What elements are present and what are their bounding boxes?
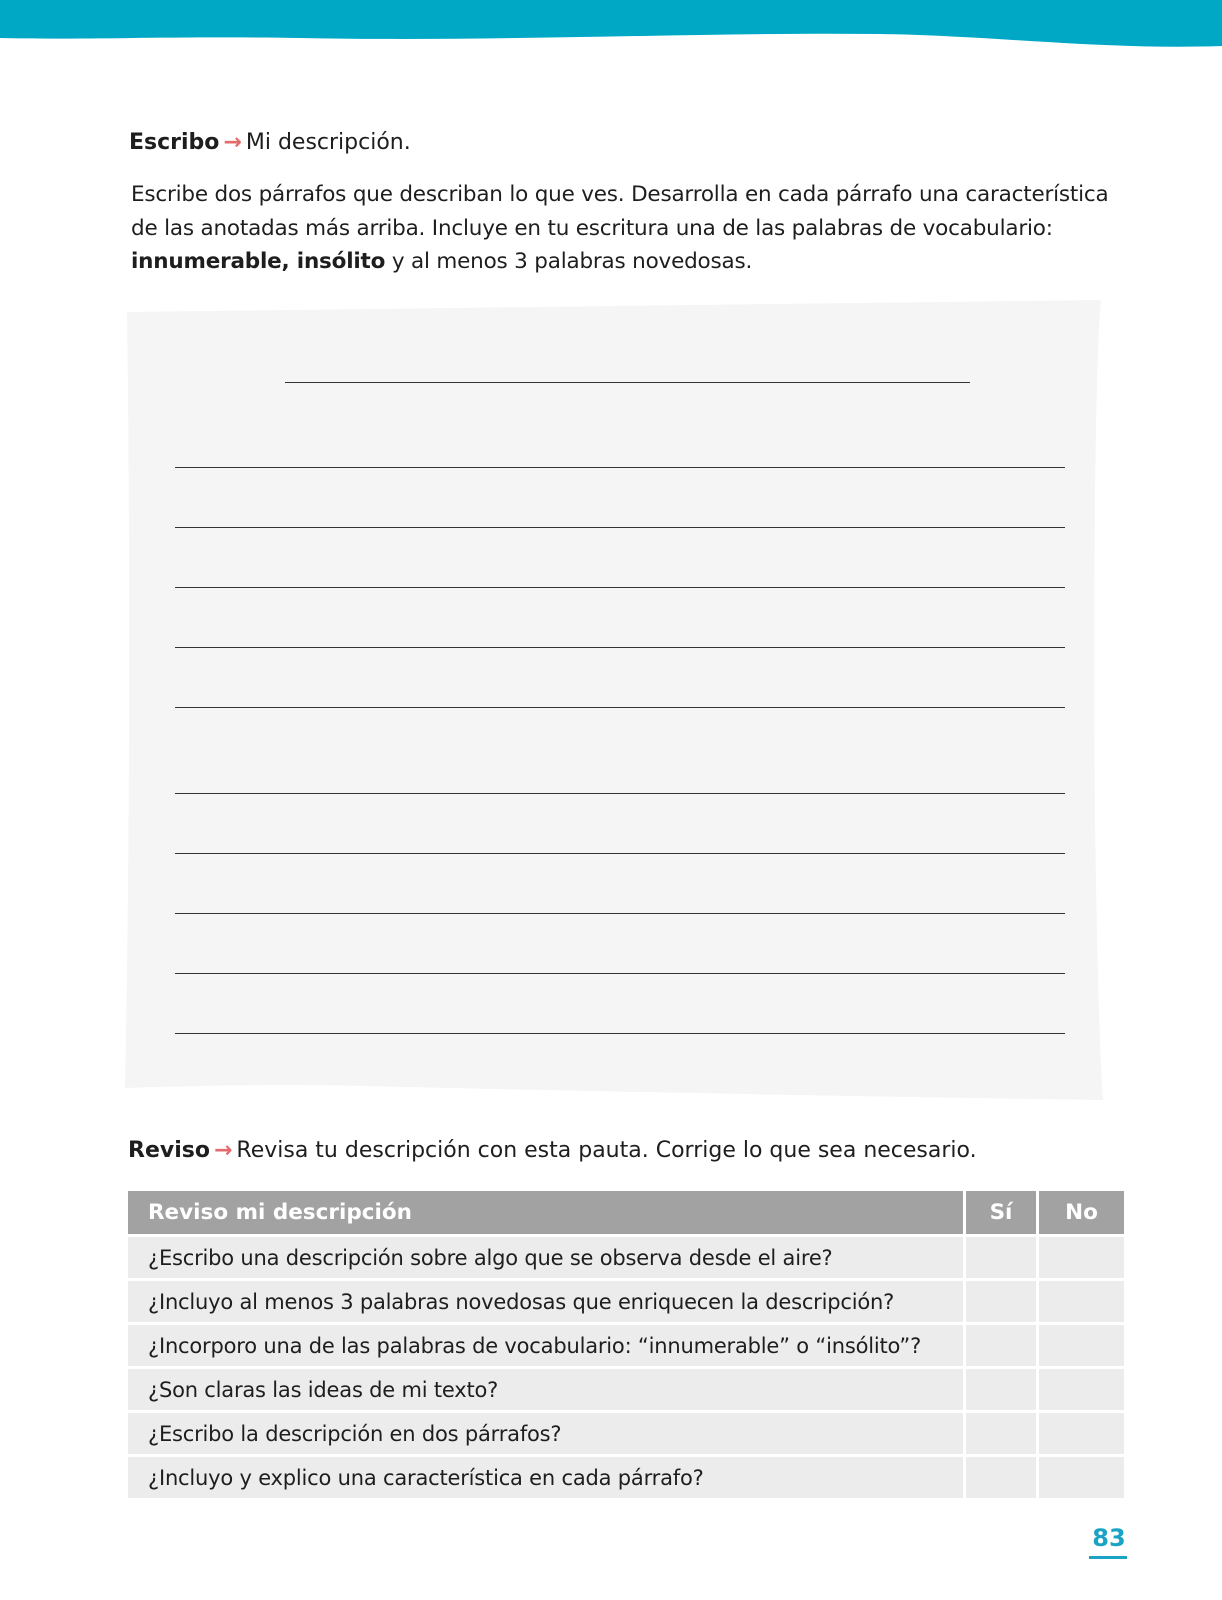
rubric-criterion: ¿Escribo la descripción en dos párrafos? xyxy=(128,1410,966,1454)
table-row xyxy=(128,1366,1124,1410)
rubric-header-row xyxy=(128,1191,1124,1234)
escribo-title: Mi descripción. xyxy=(245,130,411,155)
table-row xyxy=(128,1234,1124,1278)
instructions-text-end: y al menos 3 palabras novedosas. xyxy=(385,249,753,274)
no-checkbox-cell[interactable] xyxy=(1039,1410,1124,1454)
writing-line[interactable] xyxy=(175,973,1065,974)
rubric-criterion: ¿Incluyo y explico una característica en cada párrafo? xyxy=(128,1454,966,1498)
title-line[interactable] xyxy=(285,382,970,383)
rubric-criterion: ¿Incluyo al menos 3 palabras novedosas que enriquecen la descripción? xyxy=(128,1278,966,1322)
yes-checkbox-cell[interactable] xyxy=(966,1322,1039,1366)
yes-checkbox-cell[interactable] xyxy=(966,1410,1039,1454)
reviso-label: Reviso xyxy=(128,1138,210,1163)
page-number: 83 xyxy=(1092,1524,1126,1552)
page-number-underline xyxy=(1089,1556,1127,1559)
yes-checkbox-cell[interactable] xyxy=(966,1278,1039,1322)
writing-paper-background xyxy=(125,300,1125,1120)
writing-line[interactable] xyxy=(175,913,1065,914)
writing-line[interactable] xyxy=(175,1033,1065,1034)
rubric-criterion: ¿Son claras las ideas de mi texto? xyxy=(128,1366,966,1410)
reviso-heading xyxy=(128,1136,977,1166)
writing-line[interactable] xyxy=(175,587,1065,588)
writing-line[interactable] xyxy=(175,647,1065,648)
arrow-right-icon: → xyxy=(223,130,242,155)
writing-line[interactable] xyxy=(175,793,1065,794)
no-checkbox-cell[interactable] xyxy=(1039,1278,1124,1322)
no-checkbox-cell[interactable] xyxy=(1039,1366,1124,1410)
rubric-header-yes: Sí xyxy=(966,1191,1039,1234)
table-row xyxy=(128,1278,1124,1322)
table-row xyxy=(128,1410,1124,1454)
instructions-text: Escribe dos párrafos que describan lo que ves. Desarrolla en cada párrafo una característica de las anotadas más arriba. Incluye en tu escritura una de las palabras de vocabulario: xyxy=(131,182,1109,241)
rubric-table xyxy=(128,1191,1124,1498)
vocabulary-words: innumerable, insólito xyxy=(131,249,386,274)
top-wave-banner xyxy=(0,0,1222,60)
table-row xyxy=(128,1454,1124,1498)
writing-line[interactable] xyxy=(175,467,1065,468)
escribo-label: Escribo xyxy=(129,130,220,155)
rubric-header-no: No xyxy=(1039,1191,1124,1234)
reviso-text: Revisa tu descripción con esta pauta. Corrige lo que sea necesario. xyxy=(236,1138,977,1163)
writing-line[interactable] xyxy=(175,527,1065,528)
yes-checkbox-cell[interactable] xyxy=(966,1366,1039,1410)
escribo-instructions xyxy=(131,178,1111,279)
no-checkbox-cell[interactable] xyxy=(1039,1454,1124,1498)
arrow-right-icon: → xyxy=(213,1138,233,1163)
rubric-header-criteria: Reviso mi descripción xyxy=(128,1191,966,1234)
rubric-criterion: ¿Escribo una descripción sobre algo que se observa desde el aire? xyxy=(128,1234,966,1278)
rubric-criterion: ¿Incorporo una de las palabras de vocabulario: “innumerable” o “insólito”? xyxy=(128,1322,966,1366)
no-checkbox-cell[interactable] xyxy=(1039,1234,1124,1278)
yes-checkbox-cell[interactable] xyxy=(966,1234,1039,1278)
yes-checkbox-cell[interactable] xyxy=(966,1454,1039,1498)
table-row xyxy=(128,1322,1124,1366)
escribo-heading xyxy=(129,128,411,158)
no-checkbox-cell[interactable] xyxy=(1039,1322,1124,1366)
writing-area[interactable] xyxy=(125,300,1125,1120)
writing-line[interactable] xyxy=(175,853,1065,854)
writing-line[interactable] xyxy=(175,707,1065,708)
